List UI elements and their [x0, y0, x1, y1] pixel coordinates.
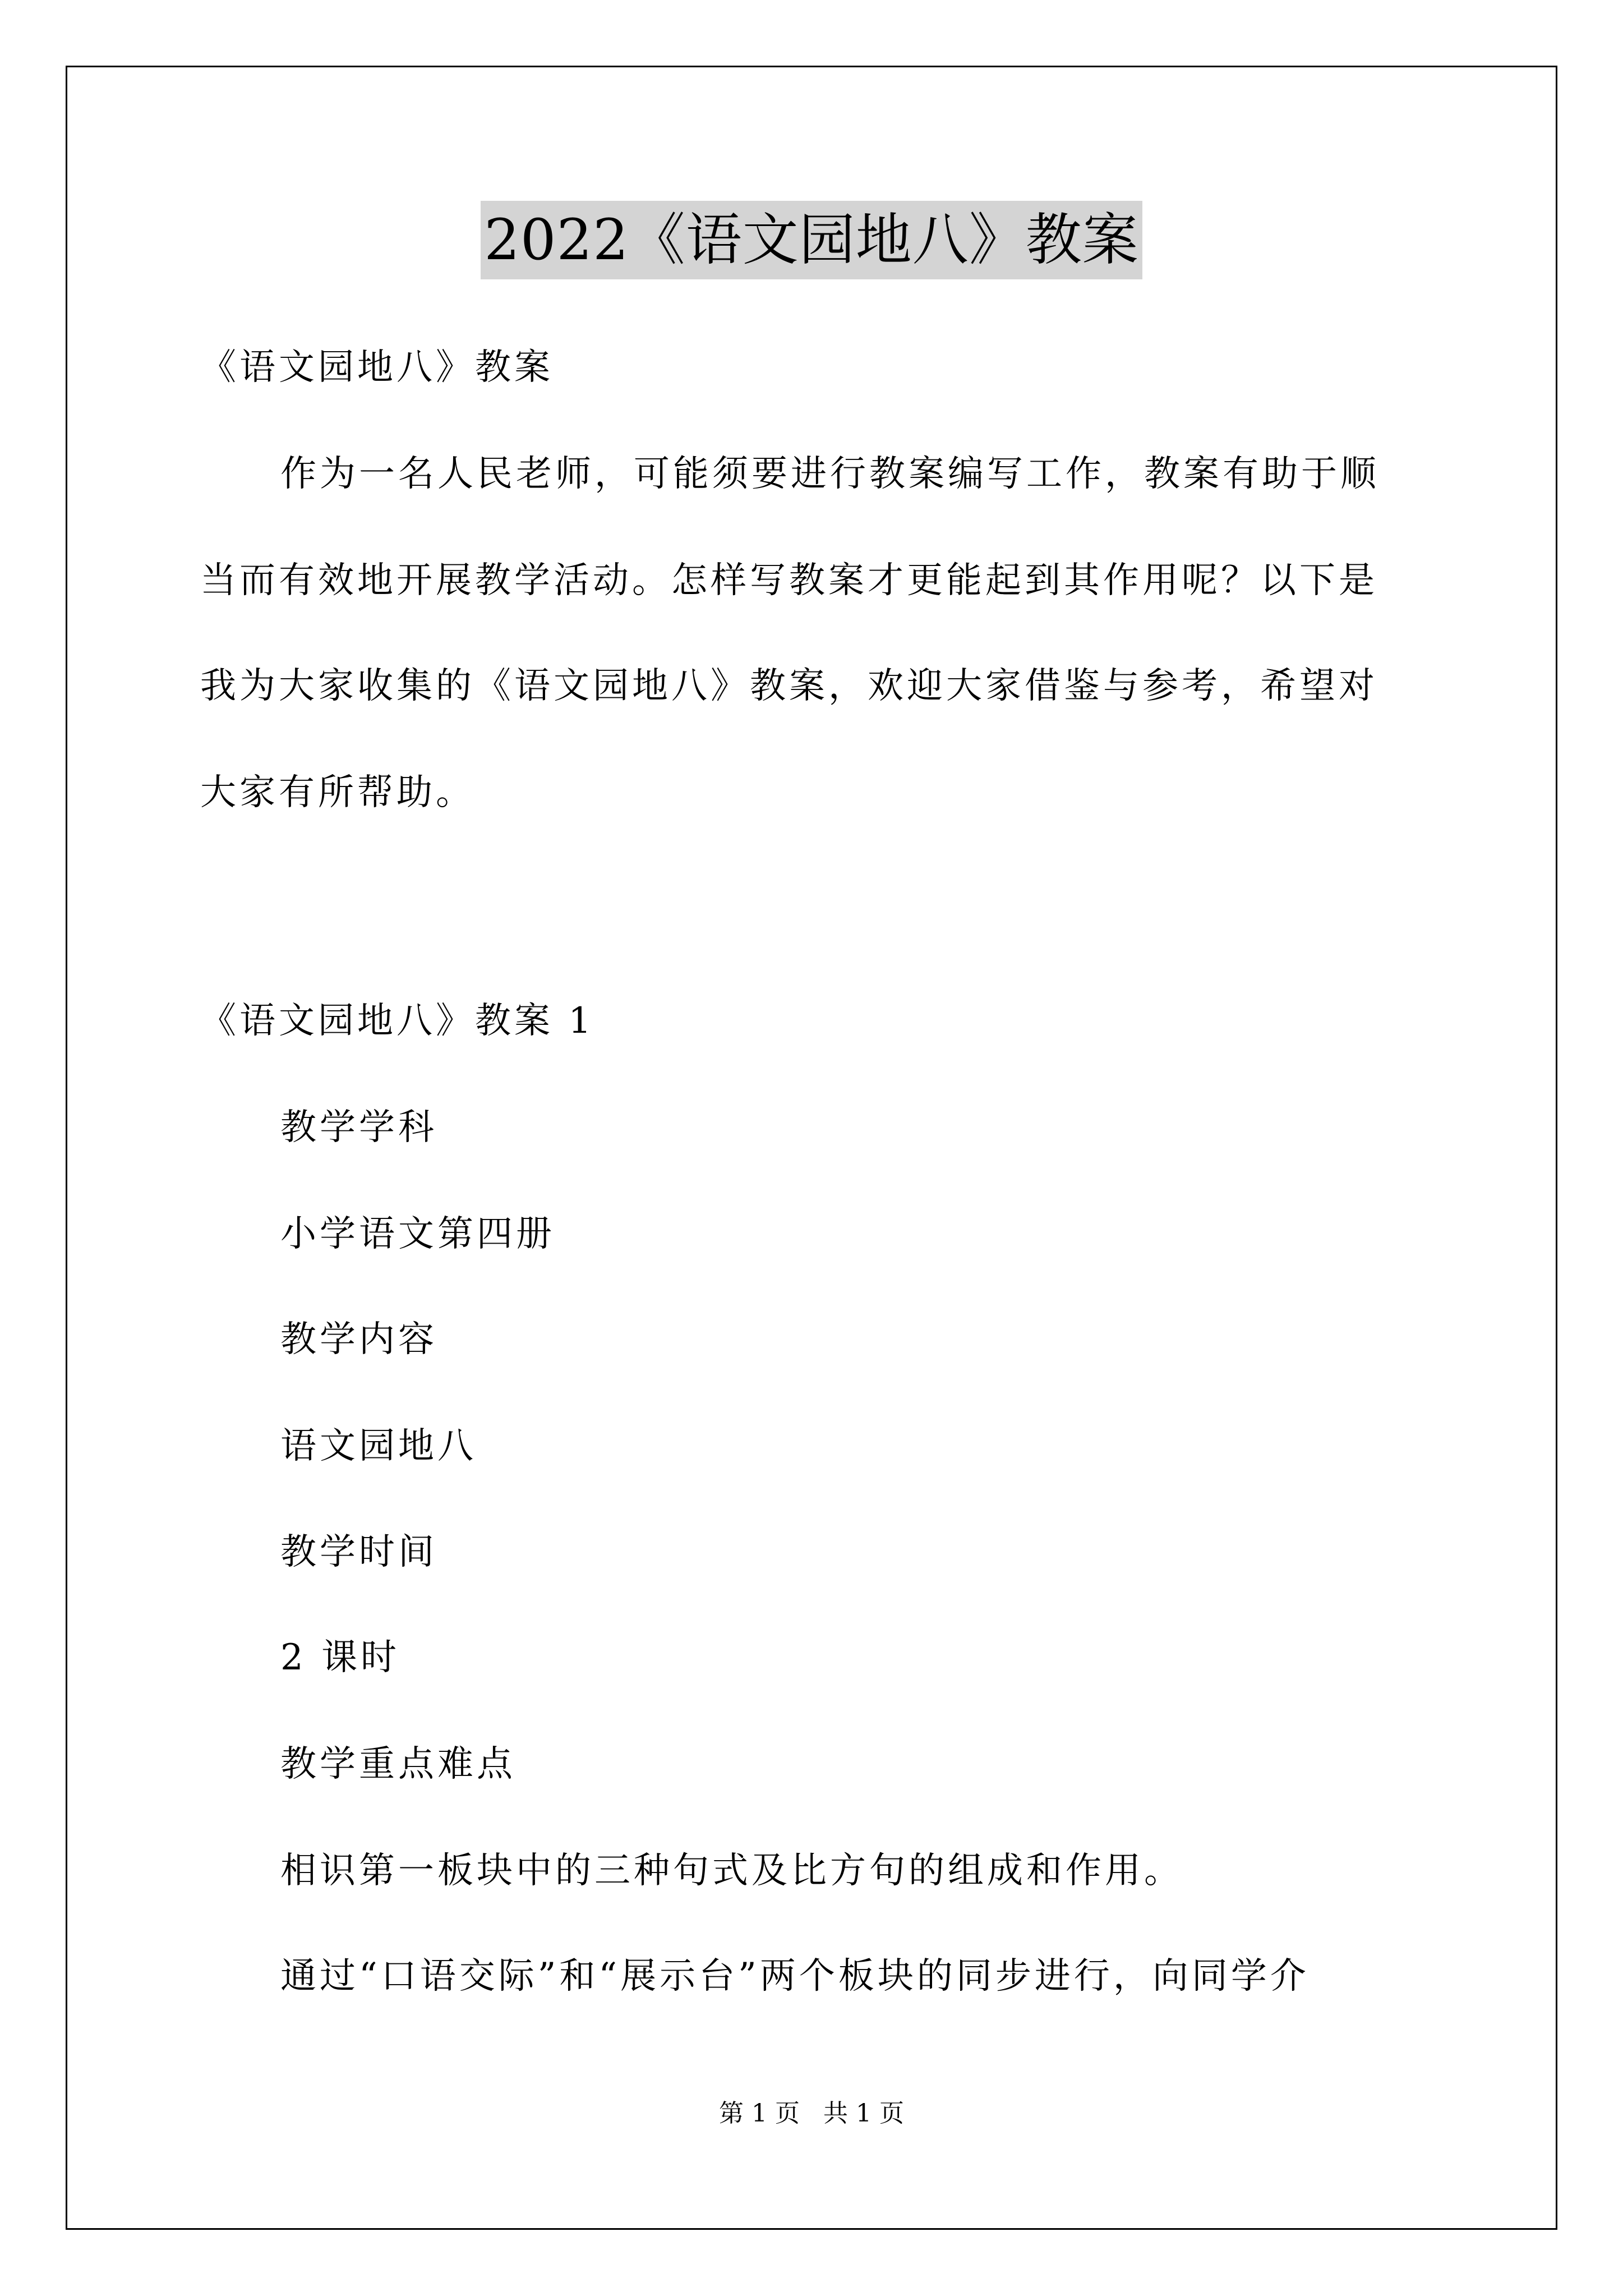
- document-title: 2022《语文园地八》教案: [481, 201, 1142, 279]
- list-item: 教学内容: [280, 1319, 437, 1360]
- page-footer: 第 1 页 共 1 页: [719, 2099, 904, 2128]
- intro-line-3: 我为大家收集的《语文园地八》教案，欢迎大家借鉴与参考，希望对: [200, 665, 1378, 707]
- list-item: 教学学科: [280, 1107, 437, 1148]
- list-item: 语文园地八: [280, 1425, 477, 1467]
- list-item: 教学时间: [280, 1531, 437, 1573]
- list-item: 2 课时: [280, 1637, 400, 1678]
- document-subtitle: 《语文园地八》教案: [200, 347, 554, 388]
- list-item: 通过“口语交际”和“展示台”两个板块的同步进行，向同学介: [280, 1955, 1310, 1997]
- intro-line-4: 大家有所帮助。: [200, 772, 475, 813]
- title-container: [0, 201, 1623, 279]
- intro-line-1: 作为一名人民老师，可能须要进行教案编写工作，教案有助于顺: [280, 453, 1380, 495]
- list-item: 教学重点难点: [280, 1743, 516, 1785]
- section-heading: 《语文园地八》教案 1: [200, 1000, 595, 1042]
- list-item: 小学语文第四册: [280, 1213, 555, 1255]
- list-item: 相识第一板块中的三种句式及比方句的组成和作用。: [280, 1850, 1183, 1892]
- intro-line-2: 当而有效地开展教学活动。怎样写教案才更能起到其作用呢？以下是: [200, 560, 1378, 601]
